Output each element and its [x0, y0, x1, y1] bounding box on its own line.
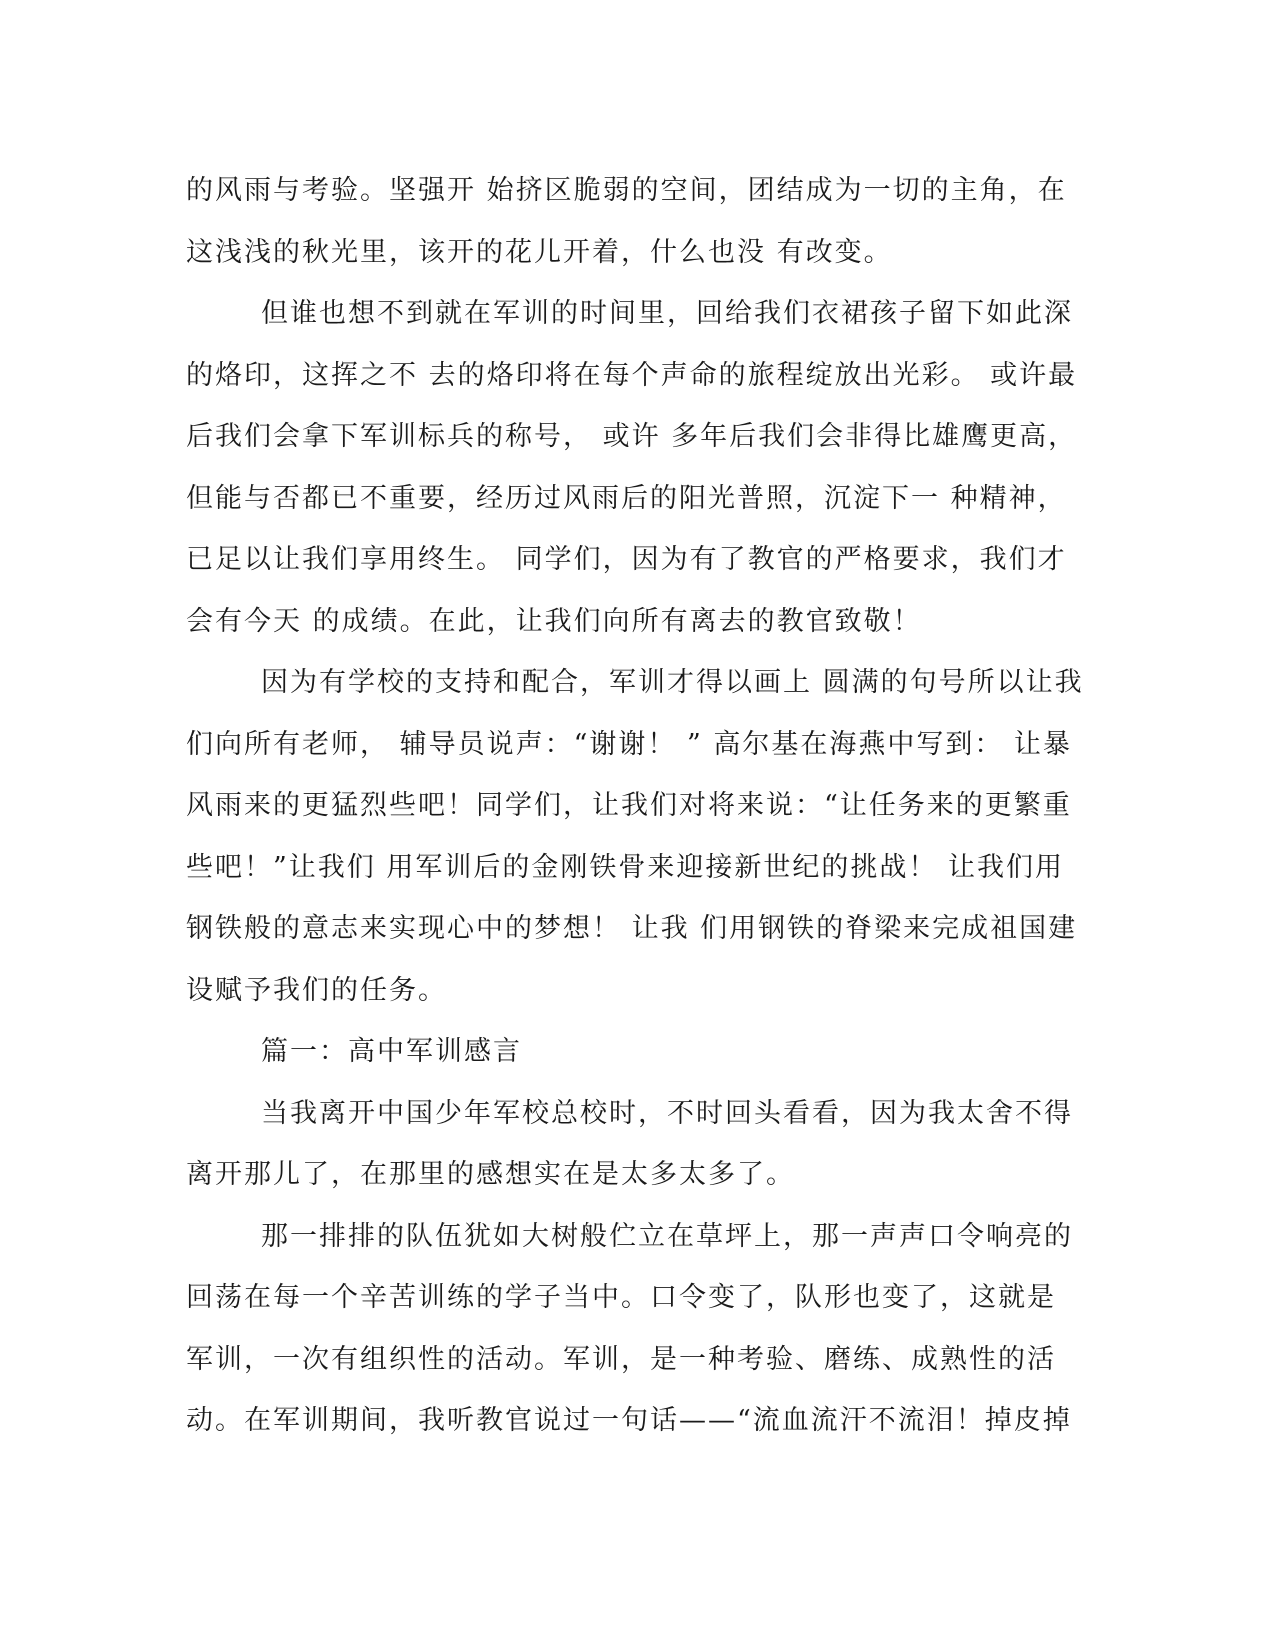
text-line: 风雨来的更猛烈些吧！同学们，让我们对将来说：“让任务来的更繁重	[186, 790, 1072, 821]
text-line: 些吧！”让我们 用军训后的金刚铁骨来迎接新世纪的挑战！ 让我们用	[186, 851, 1064, 883]
text-line: 的风雨与考验。坚强开 始挤区脆弱的空间，团结成为一切的主角，在	[186, 175, 1067, 206]
document-body	[186, 160, 1084, 1452]
text-line: 会有今天 的成绩。在此，让我们向所有离去的教官致敬！	[186, 605, 922, 637]
text-line: 回荡在每一个辛苦训练的学子当中。口令变了，队形也变了，这就是	[186, 1282, 1056, 1313]
text-line: 军训，一次有组织性的活动。军训，是一种考验、磨练、成熟性的活	[186, 1343, 1056, 1375]
text-line: 因为有学校的支持和配合，军训才得以画上 圆满的句号所以让我	[261, 667, 1084, 698]
text-line: 钢铁般的意志来实现心中的梦想！ 让我 们用钢铁的脊梁来完成祖国建	[186, 913, 1078, 944]
section-heading: 篇一：高中军训感言	[261, 1036, 522, 1067]
text-line: 们向所有老师， 辅导员说声：“谢谢！ ” 高尔基在海燕中写到： 让暴	[186, 728, 1072, 760]
text-line: 动。在军训期间，我听教官说过一句话——“流血流汗不流泪！掉皮掉	[186, 1405, 1072, 1436]
text-line: 但谁也想不到就在军训的时间里，回给我们衣裙孩子留下如此深	[261, 298, 1073, 329]
text-line: 离开那儿了，在那里的感想实在是太多太多了。	[186, 1159, 795, 1190]
text-line: 这浅浅的秋光里，该开的花儿开着，什么也没 有改变。	[186, 236, 893, 268]
text-line: 已足以让我们享用终生。 同学们，因为有了教官的严格要求，我们才	[186, 544, 1067, 575]
text-line: 后我们会拿下军训标兵的称号， 或许 多年后我们会非得比雄鹰更高，	[186, 421, 1078, 452]
text-line: 当我离开中国少年军校总校时，不时回头看看，因为我太舍不得	[261, 1097, 1073, 1129]
text-line: 但能与否都已不重要，经历过风雨后的阳光普照，沉淀下一 种精神，	[186, 482, 1067, 514]
text-line: 的烙印，这挥之不 去的烙印将在每个声命的旅程绽放出光彩。 或许最	[186, 359, 1078, 391]
text-line: 设赋予我们的任务。	[186, 974, 447, 1006]
text-line: 那一排排的队伍犹如大树般伫立在草坪上，那一声声口令响亮的	[261, 1220, 1073, 1252]
